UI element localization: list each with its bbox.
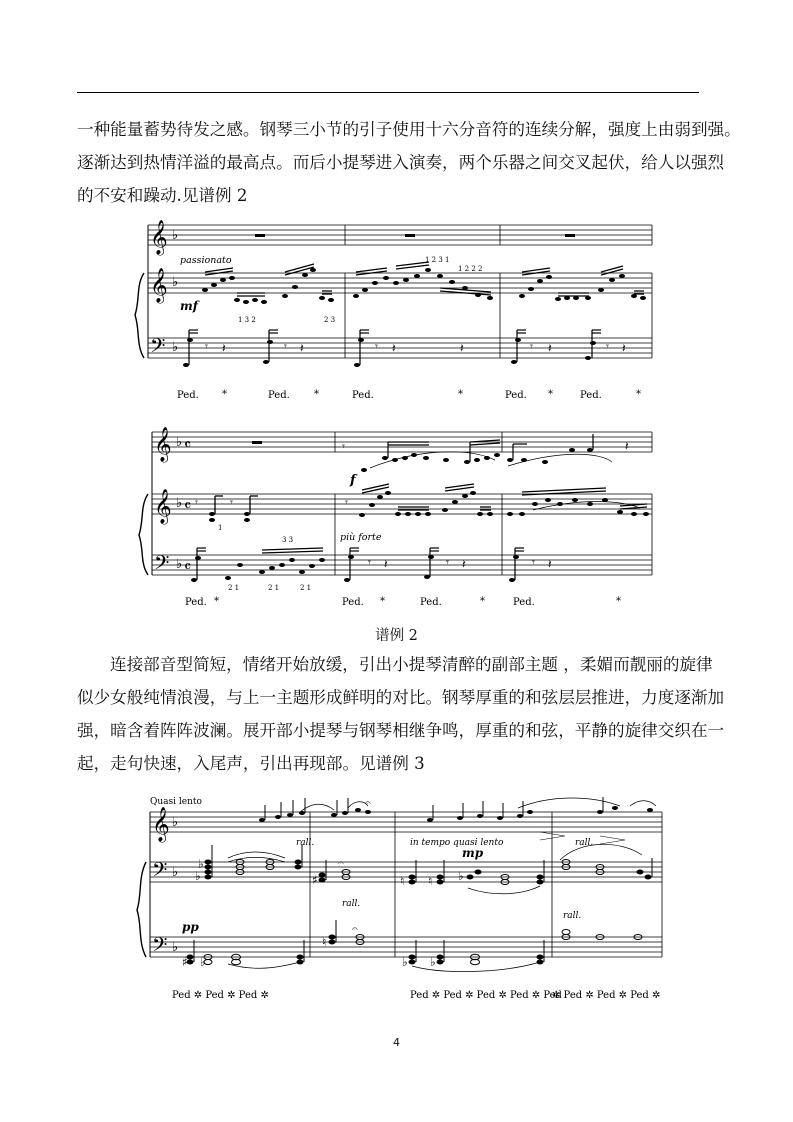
pedal-marks: ✲ Ped ✲ Ped ✲ Ped ✲ bbox=[552, 990, 661, 1001]
music-system-1 bbox=[135, 225, 652, 358]
svg-text:𝄾: 𝄾 bbox=[532, 556, 535, 569]
svg-text:𝄾: 𝄾 bbox=[342, 440, 345, 453]
svg-text:♭: ♭ bbox=[172, 228, 179, 243]
pedal-marks: Ped ✲ Ped ✲ Ped ✲ bbox=[172, 990, 269, 1001]
pedal-mark: Ped. bbox=[352, 390, 374, 401]
svg-text:♮: ♮ bbox=[400, 874, 405, 888]
svg-text:♭: ♭ bbox=[430, 955, 436, 969]
music-glyphs-2 bbox=[154, 427, 649, 582]
text-line: 似少女般纯情浪漫，与上一主题形成鲜明的对比。钢琴厚重的和弦层层推进，力度逐渐加 bbox=[77, 688, 725, 707]
figure-caption: 谱例 2 bbox=[375, 628, 418, 644]
svg-text:𝄾: 𝄾 bbox=[230, 496, 233, 509]
svg-text:𝄽: 𝄽 bbox=[460, 341, 464, 355]
fingering: 3 3 bbox=[282, 536, 294, 544]
svg-text:♮: ♮ bbox=[428, 874, 433, 888]
text-line: 逐渐达到热情洋溢的最高点。而后小提琴进入演奏，两个乐器之间交叉起伏，给人以强烈 bbox=[77, 153, 725, 172]
text-line: 起，走句快速，入尾声，引出再现部。见谱例 3 bbox=[77, 754, 425, 773]
music-system-2 bbox=[139, 432, 652, 575]
fingering: 1 3 2 bbox=[238, 316, 256, 324]
pedal-release: * bbox=[214, 596, 219, 607]
svg-text:𝄾: 𝄾 bbox=[606, 340, 609, 353]
fingering: 2 1 bbox=[268, 584, 280, 592]
fingering: 2 1 bbox=[300, 584, 312, 592]
dynamic-f: f bbox=[350, 473, 356, 488]
pedal-release: * bbox=[314, 389, 319, 400]
fingering: 1 bbox=[218, 524, 223, 532]
fingering: 1 2 2 2 bbox=[458, 265, 483, 273]
svg-text:𝄢: 𝄢 bbox=[154, 551, 170, 579]
tempo-marking: Quasi lento bbox=[150, 797, 202, 807]
svg-text:𝄾: 𝄾 bbox=[205, 340, 208, 353]
svg-text:𝄢: 𝄢 bbox=[152, 858, 168, 886]
svg-text:♭: ♭ bbox=[172, 940, 179, 955]
svg-text:𝄾: 𝄾 bbox=[368, 556, 371, 569]
svg-text:𝄾: 𝄾 bbox=[375, 340, 378, 353]
text-line: 强，暗含着阵阵波澜。展开部小提琴与钢琴相继争鸣，厚重的和弦，平静的旋律交织在一 bbox=[77, 721, 725, 740]
svg-text:♯: ♯ bbox=[312, 873, 318, 887]
svg-text:𝄴: 𝄴 bbox=[184, 496, 192, 515]
svg-text:𝄽: 𝄽 bbox=[622, 341, 626, 355]
rall-marking: rall. bbox=[575, 838, 594, 848]
pedal-release: * bbox=[480, 596, 485, 607]
pedal-release: * bbox=[548, 389, 553, 400]
pedal-marks: Ped ✲ Ped ✲ Ped ✲ Ped ✲ Ped bbox=[410, 990, 562, 1001]
svg-text:𝄽: 𝄽 bbox=[392, 341, 396, 355]
svg-text:𝄞: 𝄞 bbox=[150, 268, 168, 303]
svg-text:♭: ♭ bbox=[172, 815, 179, 830]
svg-text:𝄐: 𝄐 bbox=[338, 858, 344, 869]
svg-text:𝄽: 𝄽 bbox=[548, 341, 552, 355]
paragraph-development bbox=[77, 648, 725, 780]
svg-text:𝄢: 𝄢 bbox=[150, 334, 166, 362]
music-glyphs-3 bbox=[152, 797, 653, 969]
svg-text:𝄐: 𝄐 bbox=[365, 798, 371, 809]
fingering: 1 2 3 1 bbox=[425, 256, 450, 264]
svg-text:𝄴: 𝄴 bbox=[184, 557, 192, 576]
pedal-mark: Ped. bbox=[580, 390, 602, 401]
svg-text:𝄾: 𝄾 bbox=[284, 340, 287, 353]
svg-text:♭: ♭ bbox=[176, 557, 183, 572]
svg-text:𝄾: 𝄾 bbox=[530, 340, 533, 353]
pedal-mark: Ped. bbox=[420, 597, 442, 608]
pedal-release: * bbox=[616, 596, 621, 607]
pedal-mark: Ped. bbox=[342, 597, 364, 608]
pedal-release: * bbox=[636, 389, 641, 400]
svg-text:♭: ♭ bbox=[172, 275, 179, 290]
pedal-release: * bbox=[380, 596, 385, 607]
fingering: 2 1 bbox=[228, 584, 240, 592]
expression-passionato: passionato bbox=[180, 255, 232, 266]
svg-text:♭: ♭ bbox=[198, 857, 204, 871]
svg-text:♭: ♭ bbox=[195, 869, 201, 883]
dynamic-pp: pp bbox=[182, 920, 199, 934]
rall-marking: rall. bbox=[296, 838, 315, 848]
pedal-mark: Ped. bbox=[185, 597, 207, 608]
svg-text:𝄐: 𝄐 bbox=[352, 924, 358, 935]
svg-text:𝄽: 𝄽 bbox=[222, 341, 226, 355]
pedal-mark: Ped. bbox=[177, 390, 199, 401]
svg-text:𝄢: 𝄢 bbox=[152, 933, 168, 961]
svg-text:♭: ♭ bbox=[200, 955, 206, 969]
svg-text:𝄾: 𝄾 bbox=[345, 496, 348, 509]
svg-text:♮: ♮ bbox=[322, 935, 327, 949]
dynamic-mp: mp bbox=[462, 846, 484, 860]
in-tempo-marking: in tempo quasi lento bbox=[410, 838, 504, 848]
svg-text:𝄞: 𝄞 bbox=[154, 427, 172, 462]
svg-text:♭: ♭ bbox=[176, 496, 183, 511]
svg-text:♭: ♭ bbox=[402, 955, 408, 969]
rall-marking: rall. bbox=[563, 911, 582, 921]
text-line: 连接部音型简短，情绪开始放缓，引出小提琴清醉的副部主题 ，柔媚而靓丽的旋律 bbox=[110, 655, 713, 674]
pedal-mark: Ped. bbox=[505, 390, 527, 401]
pedal-release: * bbox=[222, 389, 227, 400]
fingering: 2 3 bbox=[324, 316, 336, 324]
text-line: 的不安和躁动.见谱例 2 bbox=[77, 186, 248, 205]
svg-text:𝄽: 𝄽 bbox=[462, 557, 466, 571]
text-line: 一种能量蓄势待发之感。钢琴三小节的引子使用十六分音符的连续分解，强度上由弱到强。 bbox=[77, 120, 741, 139]
svg-text:𝄾: 𝄾 bbox=[446, 556, 449, 569]
svg-text:𝄽: 𝄽 bbox=[384, 557, 388, 571]
page-number: 4 bbox=[393, 1036, 400, 1049]
pedal-mark: Ped. bbox=[513, 597, 535, 608]
music-glyphs-1 bbox=[150, 220, 646, 367]
svg-text:𝄞: 𝄞 bbox=[152, 807, 170, 842]
svg-text:♭: ♭ bbox=[176, 435, 183, 450]
svg-text:♭: ♭ bbox=[172, 340, 179, 355]
svg-text:♭: ♭ bbox=[458, 869, 464, 883]
svg-text:𝄽: 𝄽 bbox=[300, 341, 304, 355]
pedal-release: * bbox=[458, 389, 463, 400]
svg-text:𝄴: 𝄴 bbox=[184, 435, 192, 454]
svg-text:𝄽: 𝄽 bbox=[625, 439, 629, 453]
pedal-mark: Ped. bbox=[268, 390, 290, 401]
svg-text:𝄽: 𝄽 bbox=[548, 557, 552, 571]
svg-text:𝄞: 𝄞 bbox=[150, 220, 168, 255]
dynamic-mf: mf bbox=[180, 299, 198, 313]
rall-marking: rall. bbox=[342, 899, 361, 909]
svg-text:𝄾: 𝄾 bbox=[195, 496, 198, 509]
svg-text:♭: ♭ bbox=[172, 865, 179, 880]
svg-text:𝄞: 𝄞 bbox=[154, 489, 172, 524]
svg-text:♯: ♯ bbox=[182, 955, 188, 969]
expression-piu-forte: più forte bbox=[340, 532, 382, 543]
